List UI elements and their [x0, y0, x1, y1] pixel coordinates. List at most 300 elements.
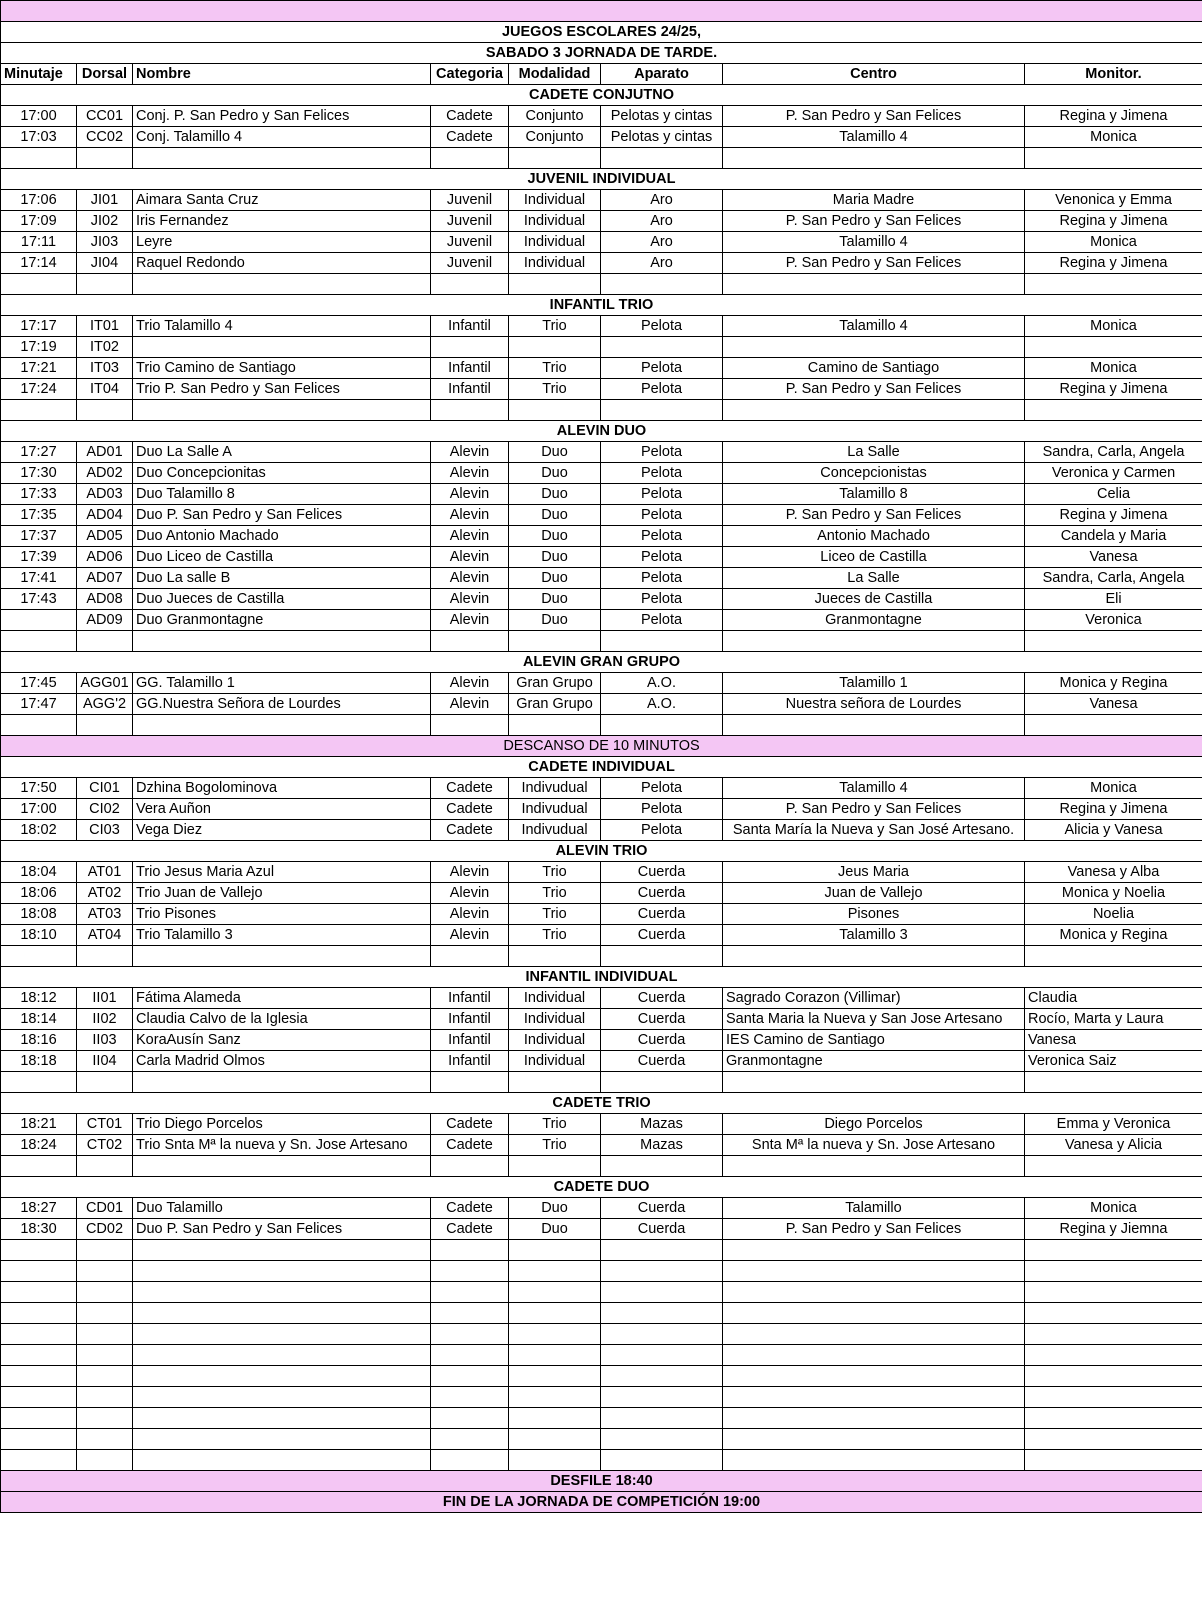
- table-row: [1, 1198, 1202, 1219]
- header-aparato: Aparato: [601, 64, 723, 85]
- cell-categoria: Cadete: [431, 1198, 509, 1219]
- cell-centro: [723, 715, 1025, 736]
- cell-centro: Granmontagne: [723, 610, 1025, 631]
- cell-categoria: [431, 1345, 509, 1366]
- cell-categoria: [431, 400, 509, 421]
- cell-dorsal: AD07: [77, 568, 133, 589]
- cell-modalidad: [509, 1450, 601, 1471]
- cell-centro: Pisones: [723, 904, 1025, 925]
- cell-categoria: Alevin: [431, 610, 509, 631]
- cell-categoria: Alevin: [431, 925, 509, 946]
- cell-monitor: [1025, 1240, 1202, 1261]
- title-line-1: JUEGOS ESCOLARES 24/25,: [1, 22, 1202, 43]
- cell-minutaje: 17:50: [1, 778, 77, 799]
- cell-categoria: Juvenil: [431, 232, 509, 253]
- cell-modalidad: [509, 1345, 601, 1366]
- cell-centro: Juan de Vallejo: [723, 883, 1025, 904]
- table-row: [1, 232, 1202, 253]
- cell-minutaje: 17:21: [1, 358, 77, 379]
- cell-modalidad: Duo: [509, 526, 601, 547]
- cell-dorsal: [77, 148, 133, 169]
- cell-minutaje: [1, 1156, 77, 1177]
- cell-dorsal: AT02: [77, 883, 133, 904]
- cell-modalidad: Individual: [509, 253, 601, 274]
- cell-aparato: Pelota: [601, 358, 723, 379]
- cell-monitor: Vanesa y Alicia: [1025, 1135, 1202, 1156]
- cell-modalidad: Duo: [509, 463, 601, 484]
- cell-nombre: [133, 1450, 431, 1471]
- cell-aparato: [601, 1240, 723, 1261]
- cell-minutaje: [1, 1261, 77, 1282]
- cell-modalidad: Duo: [509, 484, 601, 505]
- band-row: [1, 736, 1202, 757]
- cell-aparato: Aro: [601, 190, 723, 211]
- blank-row: [1, 715, 1202, 736]
- cell-aparato: A.O.: [601, 694, 723, 715]
- cell-dorsal: CD02: [77, 1219, 133, 1240]
- cell-monitor: Monica y Regina: [1025, 925, 1202, 946]
- cell-centro: [723, 400, 1025, 421]
- cell-nombre: Duo Talamillo: [133, 1198, 431, 1219]
- cell-aparato: [601, 274, 723, 295]
- cell-modalidad: Gran Grupo: [509, 673, 601, 694]
- cell-centro: La Salle: [723, 442, 1025, 463]
- cell-nombre: Duo La Salle A: [133, 442, 431, 463]
- cell-dorsal: IT03: [77, 358, 133, 379]
- cell-centro: Santa Maria la Nueva y San Jose Artesano: [723, 1009, 1025, 1030]
- table-row: [1, 253, 1202, 274]
- cell-nombre: [133, 274, 431, 295]
- cell-nombre: Duo Granmontagne: [133, 610, 431, 631]
- cell-monitor: Monica: [1025, 1198, 1202, 1219]
- cell-categoria: Alevin: [431, 526, 509, 547]
- table-row: [1, 1219, 1202, 1240]
- cell-nombre: [133, 1387, 431, 1408]
- cell-dorsal: [77, 274, 133, 295]
- cell-monitor: [1025, 1408, 1202, 1429]
- cell-dorsal: [77, 1387, 133, 1408]
- cell-dorsal: [77, 715, 133, 736]
- section-header-row: [1, 967, 1202, 988]
- cell-nombre: Trio Camino de Santiago: [133, 358, 431, 379]
- cell-nombre: Fátima Alameda: [133, 988, 431, 1009]
- cell-minutaje: [1, 1282, 77, 1303]
- cell-nombre: Conj. P. San Pedro y San Felices: [133, 106, 431, 127]
- section-header-row: [1, 841, 1202, 862]
- cell-centro: [723, 1324, 1025, 1345]
- section-title: INFANTIL TRIO: [1, 295, 1202, 316]
- cell-aparato: Pelota: [601, 463, 723, 484]
- cell-centro: Talamillo 8: [723, 484, 1025, 505]
- blank-row: [1, 1366, 1202, 1387]
- cell-modalidad: [509, 1429, 601, 1450]
- cell-categoria: Juvenil: [431, 253, 509, 274]
- cell-minutaje: 17:14: [1, 253, 77, 274]
- cell-modalidad: Indivudual: [509, 799, 601, 820]
- cell-nombre: Trio Jesus Maria Azul: [133, 862, 431, 883]
- blank-row: [1, 1156, 1202, 1177]
- cell-aparato: [601, 1387, 723, 1408]
- cell-aparato: Mazas: [601, 1114, 723, 1135]
- cell-aparato: [601, 1408, 723, 1429]
- cell-categoria: [431, 715, 509, 736]
- cell-monitor: Monica: [1025, 232, 1202, 253]
- section-title: CADETE CONJUTNO: [1, 85, 1202, 106]
- cell-centro: P. San Pedro y San Felices: [723, 505, 1025, 526]
- cell-categoria: Cadete: [431, 1219, 509, 1240]
- cell-nombre: Conj. Talamillo 4: [133, 127, 431, 148]
- cell-minutaje: 17:47: [1, 694, 77, 715]
- table-row: [1, 463, 1202, 484]
- cell-aparato: A.O.: [601, 673, 723, 694]
- cell-dorsal: [77, 1282, 133, 1303]
- cell-monitor: Regina y Jimena: [1025, 379, 1202, 400]
- cell-centro: IES Camino de Santiago: [723, 1030, 1025, 1051]
- cell-minutaje: 17:45: [1, 673, 77, 694]
- table-row: [1, 820, 1202, 841]
- cell-dorsal: [77, 1156, 133, 1177]
- cell-nombre: [133, 1261, 431, 1282]
- cell-modalidad: [509, 1408, 601, 1429]
- cell-dorsal: AD05: [77, 526, 133, 547]
- cell-aparato: Pelota: [601, 379, 723, 400]
- cell-dorsal: AD09: [77, 610, 133, 631]
- cell-aparato: [601, 1303, 723, 1324]
- section-header-row: [1, 85, 1202, 106]
- cell-aparato: Pelota: [601, 610, 723, 631]
- cell-categoria: [431, 1282, 509, 1303]
- cell-minutaje: 18:02: [1, 820, 77, 841]
- cell-minutaje: [1, 631, 77, 652]
- cell-centro: [723, 1303, 1025, 1324]
- blank-row: [1, 1282, 1202, 1303]
- cell-categoria: Cadete: [431, 1114, 509, 1135]
- cell-categoria: Infantil: [431, 1030, 509, 1051]
- cell-dorsal: [77, 1072, 133, 1093]
- cell-nombre: Trio Talamillo 3: [133, 925, 431, 946]
- cell-modalidad: Individual: [509, 190, 601, 211]
- cell-categoria: Alevin: [431, 505, 509, 526]
- cell-minutaje: 17:09: [1, 211, 77, 232]
- cell-nombre: [133, 1303, 431, 1324]
- cell-nombre: Raquel Redondo: [133, 253, 431, 274]
- header-modalidad: Modalidad: [509, 64, 601, 85]
- cell-minutaje: 18:16: [1, 1030, 77, 1051]
- cell-monitor: [1025, 715, 1202, 736]
- cell-modalidad: Duo: [509, 589, 601, 610]
- cell-minutaje: 17:43: [1, 589, 77, 610]
- cell-centro: P. San Pedro y San Felices: [723, 106, 1025, 127]
- cell-centro: Talamillo 4: [723, 316, 1025, 337]
- cell-categoria: Infantil: [431, 358, 509, 379]
- blank-row: [1, 1387, 1202, 1408]
- cell-nombre: Aimara Santa Cruz: [133, 190, 431, 211]
- table-row: [1, 526, 1202, 547]
- cell-monitor: Celia: [1025, 484, 1202, 505]
- cell-monitor: Regina y Jimena: [1025, 253, 1202, 274]
- table-row: [1, 442, 1202, 463]
- cell-nombre: [133, 1240, 431, 1261]
- cell-nombre: GG.Nuestra Señora de Lourdes: [133, 694, 431, 715]
- cell-minutaje: 17:41: [1, 568, 77, 589]
- cell-nombre: Iris Fernandez: [133, 211, 431, 232]
- cell-aparato: [601, 1282, 723, 1303]
- cell-minutaje: 17:03: [1, 127, 77, 148]
- cell-centro: Santa María la Nueva y San José Artesano.: [723, 820, 1025, 841]
- table-row: [1, 505, 1202, 526]
- cell-categoria: Alevin: [431, 568, 509, 589]
- cell-modalidad: Trio: [509, 358, 601, 379]
- cell-minutaje: [1, 715, 77, 736]
- cell-monitor: Venonica y Emma: [1025, 190, 1202, 211]
- cell-modalidad: Trio: [509, 862, 601, 883]
- cell-nombre: Duo Liceo de Castilla: [133, 547, 431, 568]
- table-row: [1, 211, 1202, 232]
- cell-monitor: [1025, 1072, 1202, 1093]
- cell-aparato: Cuerda: [601, 925, 723, 946]
- cell-minutaje: [1, 1429, 77, 1450]
- cell-monitor: Sandra, Carla, Angela: [1025, 568, 1202, 589]
- cell-minutaje: [1, 1303, 77, 1324]
- section-title: CADETE TRIO: [1, 1093, 1202, 1114]
- blank-row: [1, 631, 1202, 652]
- cell-centro: [723, 1429, 1025, 1450]
- cell-minutaje: 17:00: [1, 799, 77, 820]
- cell-categoria: [431, 1303, 509, 1324]
- cell-dorsal: [77, 1366, 133, 1387]
- cell-minutaje: 18:27: [1, 1198, 77, 1219]
- cell-categoria: [431, 1366, 509, 1387]
- cell-dorsal: [77, 1450, 133, 1471]
- cell-nombre: [133, 715, 431, 736]
- band-row: [1, 1471, 1202, 1492]
- cell-monitor: Monica: [1025, 127, 1202, 148]
- cell-dorsal: [77, 1240, 133, 1261]
- cell-dorsal: IT02: [77, 337, 133, 358]
- cell-dorsal: II01: [77, 988, 133, 1009]
- cell-centro: Jeus Maria: [723, 862, 1025, 883]
- table-row: [1, 316, 1202, 337]
- cell-monitor: Rocío, Marta y Laura: [1025, 1009, 1202, 1030]
- cell-modalidad: Duo: [509, 547, 601, 568]
- cell-categoria: Alevin: [431, 547, 509, 568]
- cell-nombre: Trio Snta Mª la nueva y Sn. Jose Artesano: [133, 1135, 431, 1156]
- cell-aparato: Cuerda: [601, 1051, 723, 1072]
- cell-categoria: Cadete: [431, 799, 509, 820]
- section-header-row: [1, 169, 1202, 190]
- cell-minutaje: 18:06: [1, 883, 77, 904]
- table-row: [1, 988, 1202, 1009]
- cell-dorsal: [77, 1408, 133, 1429]
- table-row: [1, 904, 1202, 925]
- cell-nombre: [133, 1408, 431, 1429]
- cell-nombre: KoraAusín Sanz: [133, 1030, 431, 1051]
- cell-centro: Maria Madre: [723, 190, 1025, 211]
- cell-centro: Granmontagne: [723, 1051, 1025, 1072]
- blank-row: [1, 946, 1202, 967]
- cell-aparato: [601, 1072, 723, 1093]
- cell-modalidad: Duo: [509, 505, 601, 526]
- title-row: [1, 22, 1202, 43]
- cell-modalidad: [509, 1324, 601, 1345]
- cell-categoria: Infantil: [431, 316, 509, 337]
- table-row: [1, 778, 1202, 799]
- cell-minutaje: 17:27: [1, 442, 77, 463]
- cell-categoria: [431, 1450, 509, 1471]
- cell-modalidad: Individual: [509, 988, 601, 1009]
- blank-row: [1, 148, 1202, 169]
- cell-modalidad: Indivudual: [509, 820, 601, 841]
- section-title: ALEVIN TRIO: [1, 841, 1202, 862]
- table-row: [1, 106, 1202, 127]
- cell-minutaje: 17:35: [1, 505, 77, 526]
- cell-aparato: Pelota: [601, 484, 723, 505]
- cell-centro: Talamillo 4: [723, 127, 1025, 148]
- cell-categoria: [431, 1261, 509, 1282]
- table-row: [1, 1009, 1202, 1030]
- cell-centro: [723, 1345, 1025, 1366]
- cell-categoria: [431, 1408, 509, 1429]
- cell-monitor: [1025, 1387, 1202, 1408]
- cell-dorsal: JI01: [77, 190, 133, 211]
- cell-nombre: Trio Pisones: [133, 904, 431, 925]
- cell-categoria: [431, 631, 509, 652]
- cell-centro: Sagrado Corazon (Villimar): [723, 988, 1025, 1009]
- table-row: [1, 337, 1202, 358]
- cell-dorsal: II02: [77, 1009, 133, 1030]
- title-line-2: SABADO 3 JORNADA DE TARDE.: [1, 43, 1202, 64]
- cell-modalidad: Individual: [509, 1030, 601, 1051]
- cell-nombre: [133, 337, 431, 358]
- cell-modalidad: Trio: [509, 1135, 601, 1156]
- cell-minutaje: 18:24: [1, 1135, 77, 1156]
- cell-monitor: Regina y Jimena: [1025, 505, 1202, 526]
- cell-modalidad: [509, 400, 601, 421]
- cell-modalidad: Trio: [509, 379, 601, 400]
- cell-aparato: [601, 148, 723, 169]
- cell-monitor: [1025, 1303, 1202, 1324]
- cell-minutaje: [1, 1366, 77, 1387]
- cell-minutaje: [1, 946, 77, 967]
- cell-nombre: Vera Auñon: [133, 799, 431, 820]
- cell-dorsal: [77, 1261, 133, 1282]
- band-label: FIN DE LA JORNADA DE COMPETICIÓN 19:00: [1, 1492, 1202, 1513]
- table-row: [1, 547, 1202, 568]
- section-header-row: [1, 652, 1202, 673]
- cell-minutaje: [1, 1072, 77, 1093]
- cell-dorsal: CI01: [77, 778, 133, 799]
- cell-dorsal: II04: [77, 1051, 133, 1072]
- cell-nombre: [133, 400, 431, 421]
- table-row: [1, 862, 1202, 883]
- cell-aparato: [601, 1261, 723, 1282]
- cell-modalidad: [509, 1366, 601, 1387]
- cell-dorsal: AD01: [77, 442, 133, 463]
- cell-minutaje: 18:04: [1, 862, 77, 883]
- cell-nombre: [133, 946, 431, 967]
- cell-dorsal: AD06: [77, 547, 133, 568]
- cell-nombre: Trio Talamillo 4: [133, 316, 431, 337]
- cell-monitor: [1025, 946, 1202, 967]
- cell-dorsal: AD02: [77, 463, 133, 484]
- section-header-row: [1, 1177, 1202, 1198]
- cell-dorsal: [77, 1324, 133, 1345]
- cell-aparato: Cuerda: [601, 1198, 723, 1219]
- cell-modalidad: Trio: [509, 316, 601, 337]
- cell-nombre: [133, 1282, 431, 1303]
- cell-centro: Snta Mª la nueva y Sn. Jose Artesano: [723, 1135, 1025, 1156]
- cell-nombre: Dzhina Bogolominova: [133, 778, 431, 799]
- cell-categoria: Alevin: [431, 883, 509, 904]
- cell-centro: [723, 946, 1025, 967]
- cell-monitor: [1025, 400, 1202, 421]
- cell-categoria: Cadete: [431, 106, 509, 127]
- cell-modalidad: Indivudual: [509, 778, 601, 799]
- cell-centro: Liceo de Castilla: [723, 547, 1025, 568]
- cell-minutaje: 17:30: [1, 463, 77, 484]
- cell-monitor: [1025, 1324, 1202, 1345]
- cell-modalidad: Gran Grupo: [509, 694, 601, 715]
- cell-minutaje: 17:19: [1, 337, 77, 358]
- cell-centro: [723, 1261, 1025, 1282]
- cell-dorsal: [77, 631, 133, 652]
- cell-minutaje: 17:00: [1, 106, 77, 127]
- band-row: [1, 1492, 1202, 1513]
- table-row: [1, 610, 1202, 631]
- cell-modalidad: Duo: [509, 568, 601, 589]
- cell-centro: [723, 1366, 1025, 1387]
- cell-monitor: [1025, 148, 1202, 169]
- cell-modalidad: [509, 337, 601, 358]
- cell-aparato: [601, 715, 723, 736]
- cell-aparato: Cuerda: [601, 1219, 723, 1240]
- cell-nombre: [133, 1366, 431, 1387]
- section-header-row: [1, 295, 1202, 316]
- cell-categoria: [431, 337, 509, 358]
- cell-aparato: Aro: [601, 253, 723, 274]
- cell-nombre: Duo Antonio Machado: [133, 526, 431, 547]
- cell-nombre: [133, 1156, 431, 1177]
- cell-dorsal: II03: [77, 1030, 133, 1051]
- cell-centro: Talamillo 4: [723, 232, 1025, 253]
- cell-centro: Talamillo: [723, 1198, 1025, 1219]
- cell-aparato: [601, 1345, 723, 1366]
- cell-categoria: Cadete: [431, 778, 509, 799]
- cell-minutaje: 18:30: [1, 1219, 77, 1240]
- cell-monitor: Regina y Jimena: [1025, 799, 1202, 820]
- cell-dorsal: CC02: [77, 127, 133, 148]
- cell-centro: [723, 1282, 1025, 1303]
- cell-minutaje: 17:11: [1, 232, 77, 253]
- cell-monitor: Emma y Veronica: [1025, 1114, 1202, 1135]
- table-row: [1, 358, 1202, 379]
- cell-aparato: Pelota: [601, 820, 723, 841]
- table-row: [1, 127, 1202, 148]
- cell-centro: P. San Pedro y San Felices: [723, 253, 1025, 274]
- cell-minutaje: [1, 1324, 77, 1345]
- cell-centro: Antonio Machado: [723, 526, 1025, 547]
- cell-categoria: Infantil: [431, 1051, 509, 1072]
- cell-aparato: Aro: [601, 211, 723, 232]
- cell-modalidad: Conjunto: [509, 106, 601, 127]
- cell-monitor: Veronica: [1025, 610, 1202, 631]
- cell-dorsal: CI03: [77, 820, 133, 841]
- header-dorsal: Dorsal: [77, 64, 133, 85]
- cell-minutaje: [1, 610, 77, 631]
- cell-nombre: Claudia Calvo de la Iglesia: [133, 1009, 431, 1030]
- cell-categoria: Infantil: [431, 988, 509, 1009]
- cell-dorsal: JI02: [77, 211, 133, 232]
